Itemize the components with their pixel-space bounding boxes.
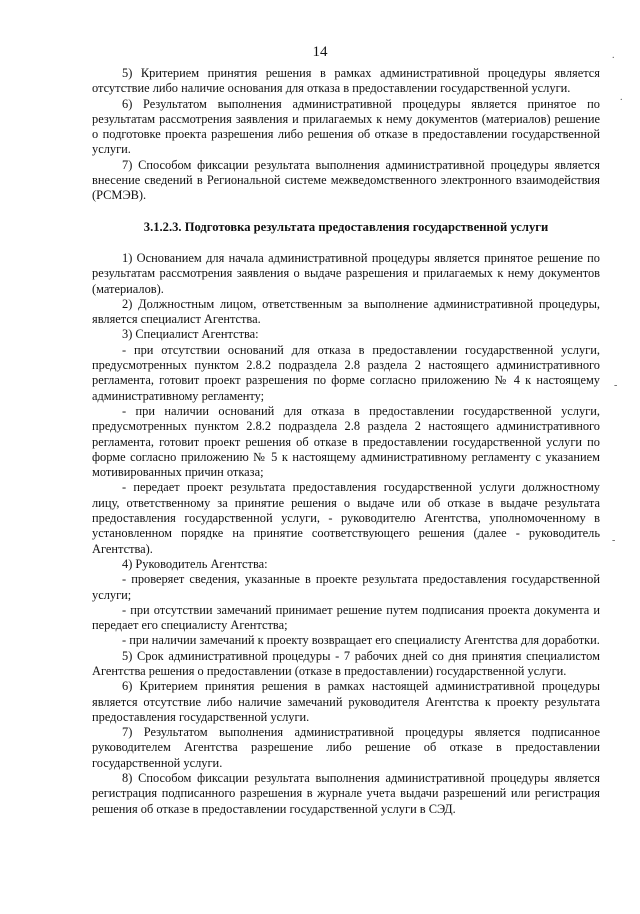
paragraph: 4) Руководитель Агентства: xyxy=(122,556,268,571)
paragraph: 5) Срок административной процедуры - 7 рабочих дней со дня принятия специалистом Агентства решения о предоставлении (отказе в предоставлении) государственной услуги. xyxy=(92,648,600,678)
paragraph: 7) Способом фиксации результата выполнения административной процедуры является внесение сведений в Региональной системе межведомственного электронного взаимодействия (РСМЭВ). xyxy=(92,157,600,203)
list-item: - при отсутствии замечаний принимает решение путем подписания проекта документа и передает его специалисту Агентства; xyxy=(92,602,600,633)
paragraph: 6) Критерием принятия решения в рамках настоящей административной процедуры является отсутствие либо наличие замечаний руководителя Агентства к проекту результата предоставления государственной услуги. xyxy=(92,679,600,724)
scan-mark: - xyxy=(612,535,616,546)
paragraph: 6) Результатом выполнения административной процедуры является принятое по результатам рассмотрения заявления и прилагаемых к нему документов (материалов) решение о подготовке проекта разрешения либо решения об отказе в предоставлении государственной услуги. xyxy=(92,96,600,157)
scan-mark: . xyxy=(620,92,623,103)
list-item: - при наличии замечаний к проекту возвращает его специалисту Агентства для доработки. xyxy=(122,633,600,648)
scan-mark: - xyxy=(614,380,618,391)
scan-mark: . xyxy=(612,50,615,61)
list-item: - проверяет сведения, указанные в проекте результата предоставления государственной услуги; xyxy=(92,572,600,602)
paragraph: 7) Результатом выполнения административной процедуры является подписанное руководителем Агентства разрешение либо решение об отказе в предоставлении государственной услуги. xyxy=(92,725,600,770)
list-item: - передает проект результата предоставления государственной услуги должностному лицу, ответственному за принятие решения о выдаче или об отказе в выдаче результата предоставления государственной услуги, - руководителю Агентства, уполномоченному в установленном порядке на принятие соответствующего решения (далее - руководитель Агентства). xyxy=(92,480,600,556)
list-item: - при наличии оснований для отказа в предоставлении государственной услуги, предусмотренных пунктом 2.8.2 подраздела 2.8 раздела 2 настоящего административного регламента, готовит проект решения об отказе в предоставлении государственной услуги по форме согласно приложению № 5 к настоящему административному регламенту с указанием мотивированных причин отказа; xyxy=(92,403,600,480)
page-number: 14 xyxy=(312,44,328,60)
paragraph: 5) Критерием принятия решения в рамках административной процедуры является отсутствие либо наличие основания для отказа в предоставлении государственной услуги. xyxy=(92,66,600,96)
document-body xyxy=(92,66,600,817)
list-item: - при отсутствии оснований для отказа в предоставлении государственной услуги, предусмотренных пунктом 2.8.2 подраздела 2.8 раздела 2 настоящего административного регламента, готовит проект разрешения по форме согласно приложению № 4 к настоящему административному регламенту; xyxy=(92,342,600,403)
section-heading: 3.1.2.3. Подготовка результата предоставления государственной услуги xyxy=(143,219,549,234)
paragraph: 8) Способом фиксации результата выполнения административной процедуры является регистрация подписанного разрешения в журнале учета выдачи разрешений или регистрация решения об отказе в предоставлении государственной услуги в СЭД. xyxy=(92,771,600,816)
paragraph: 1) Основанием для начала административной процедуры является принятое решение по результатам рассмотрения заявления о выдаче разрешения и прилагаемых к нему документов (материалов). xyxy=(92,250,600,296)
paragraph: 3) Специалист Агентства: xyxy=(122,327,259,342)
paragraph: 2) Должностным лицом, ответственным за выполнение административной процедуры, является специалист Агентства. xyxy=(92,296,600,327)
